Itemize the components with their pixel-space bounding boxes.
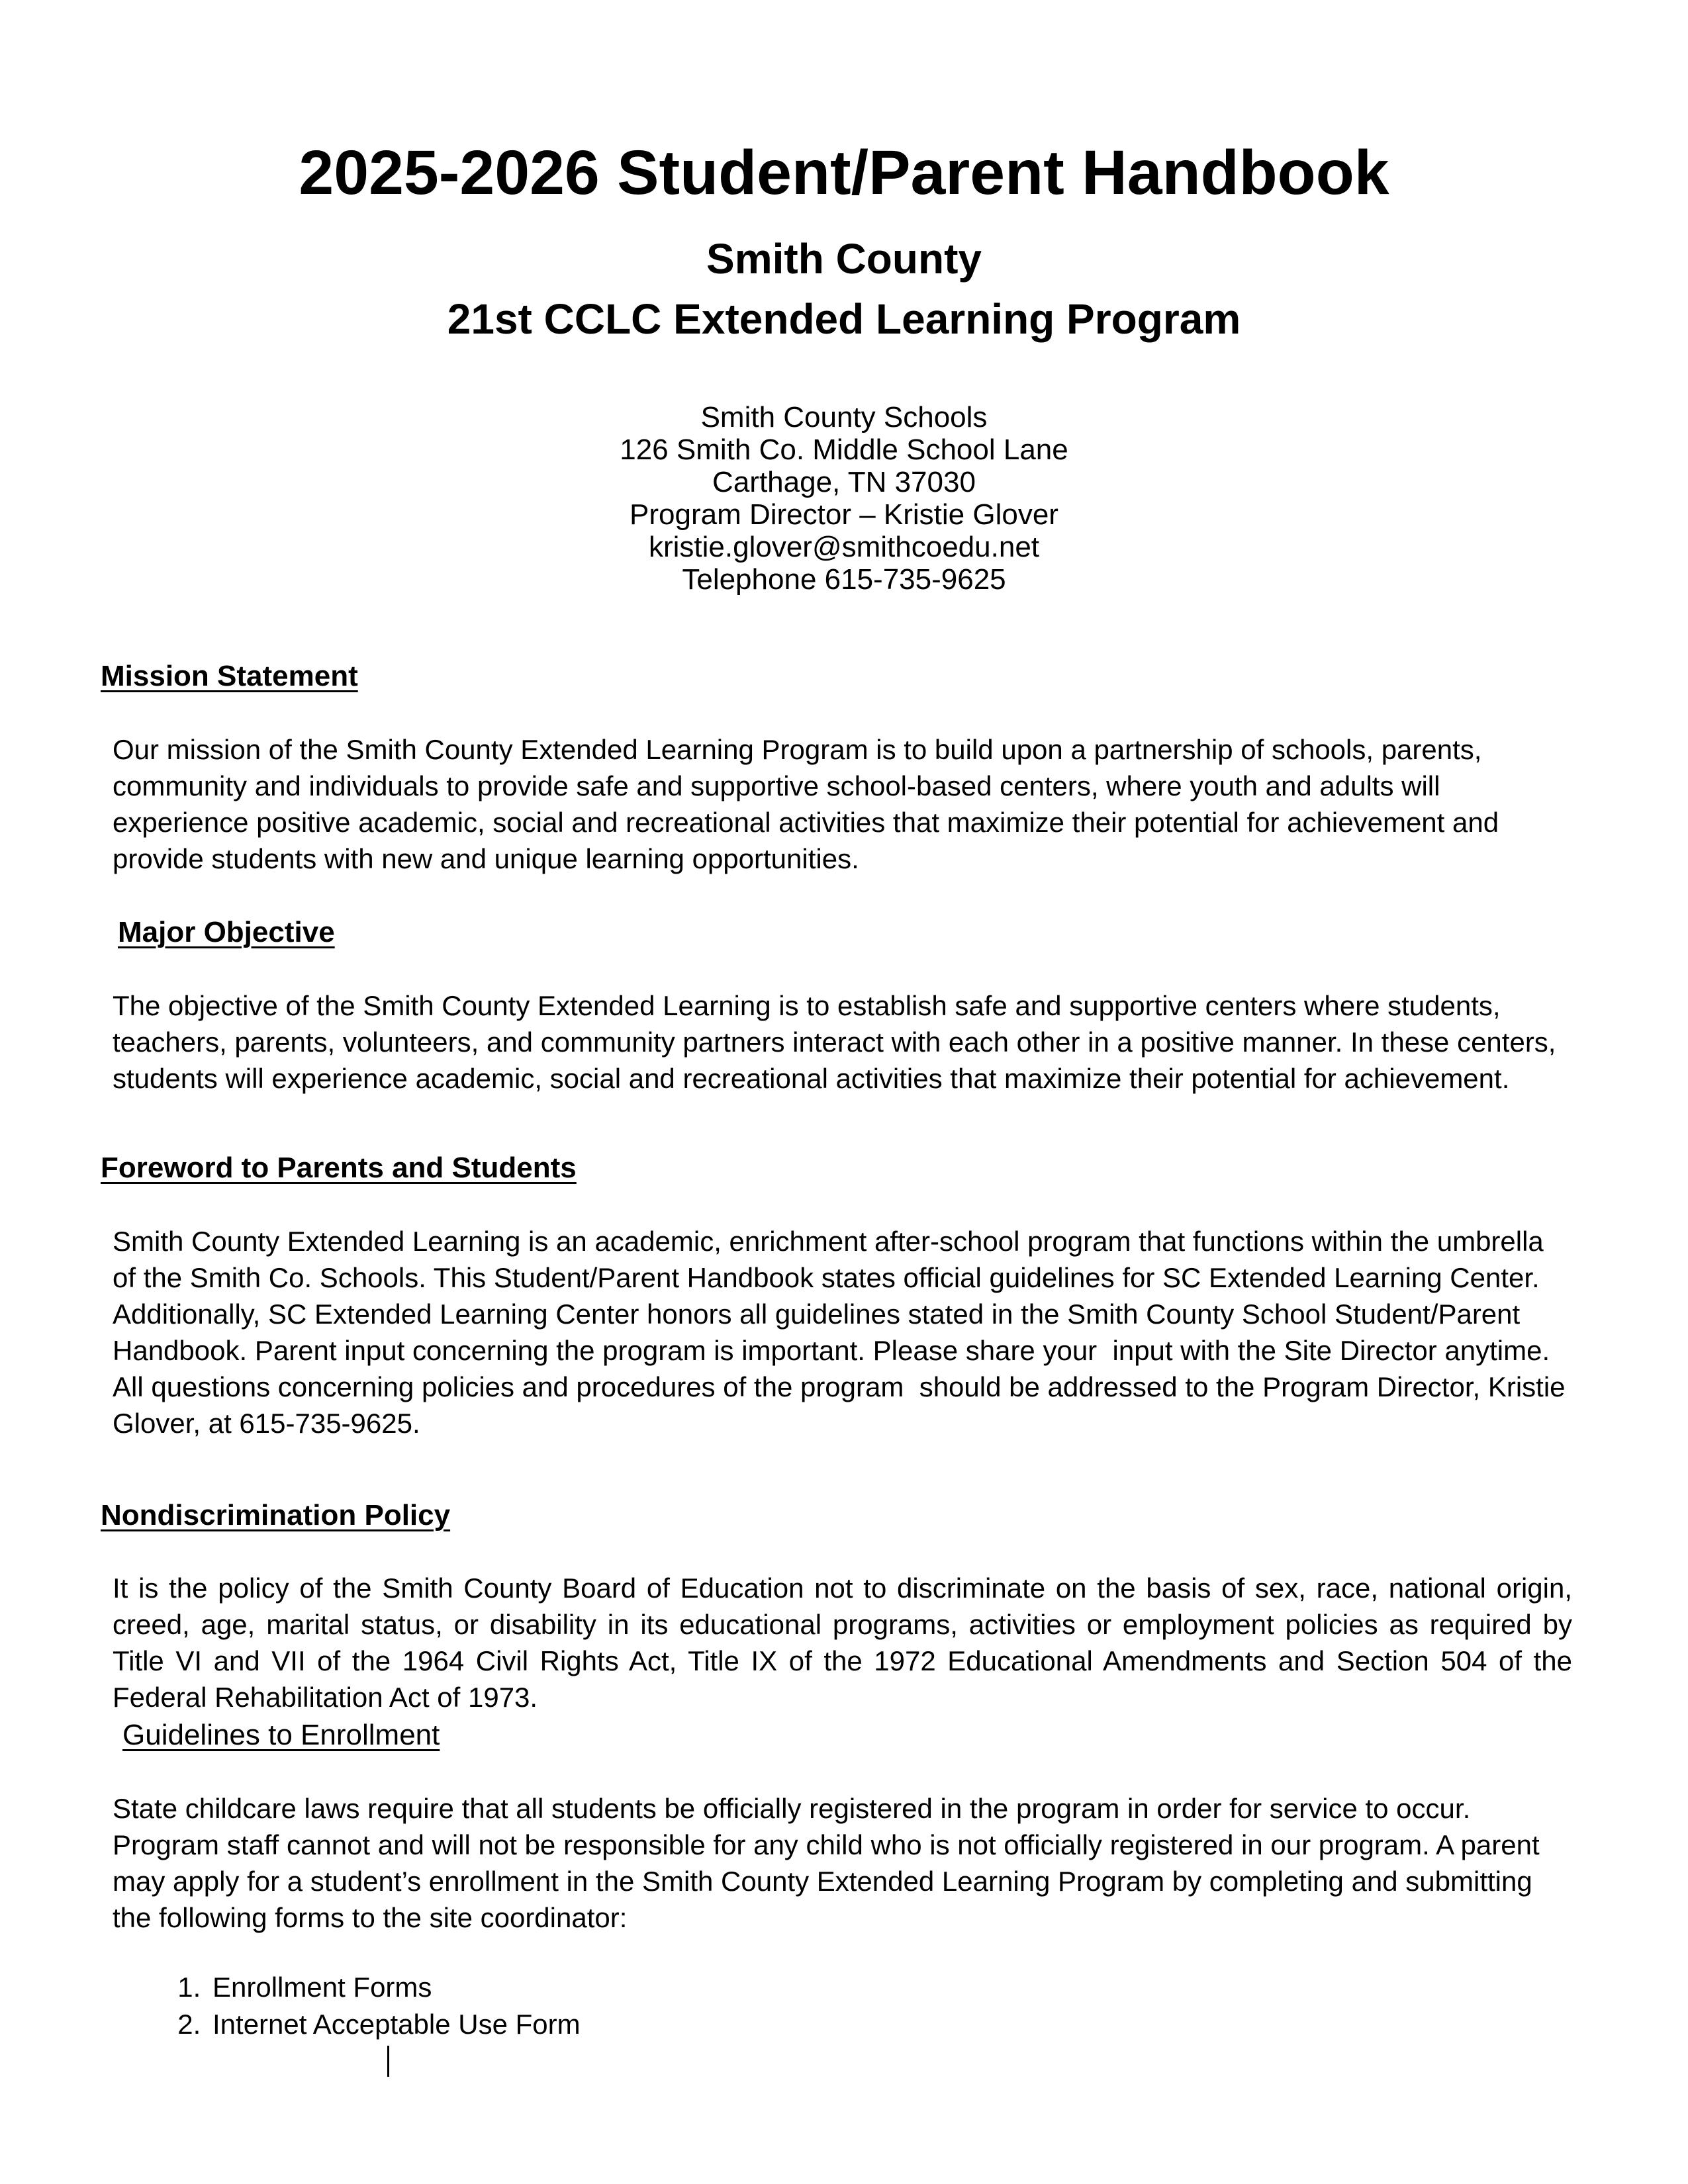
list-item-internet-use-form: 2. Internet Acceptable Use Form [209,2006,1572,2043]
section-guidelines-to-enrollment [0,1718,1688,2043]
heading-foreword: Foreword to Parents and Students [101,1151,577,1184]
page-title: 2025-2026 Student/Parent Handbook [299,138,1389,208]
paragraph-guidelines-to-enrollment: State childcare laws require that all students be officially registered in the program in order for service to occur. Program staff cannot and will not be responsible for any child who is not officially registered in our program. A parent may apply for a student’s enrollment in the Smith County Extended Learning Program by completing and submitting the following forms to the site coordinator: [113,1793,1548,1934]
heading-mission-statement: Mission Statement [101,660,358,693]
contact-block [0,401,1688,596]
section-foreword [0,1151,1688,1441]
enrollment-forms-list [113,1969,1572,2043]
contact-line-phone: Telephone 615-735-9625 [682,563,1006,596]
list-item-enrollment-forms: 1. Enrollment Forms [209,1969,1572,2006]
paragraph-major-objective: The objective of the Smith County Extended Learning is to establish safe and supportive centers where students, teachers, parents, volunteers, and community partners interact with each other in a positive manner. In these centers, students will experience academic, social and recreational activities that maximize their potential for achievement. [113,989,1564,1094]
contact-line-email: kristie.glover@smithcoedu.net [648,531,1040,564]
paragraph-nondiscrimination-policy: It is the policy of the Smith County Board of Education not to discriminate on the basis of sex, race, national origin, creed, age, marital status, or disability in its educational programs, activities or employment policies as required by Title VI and VII of the 1964 Civil Rights Act, Title IX of the 1972 Educational Amendments and Section 504 of the Federal Rehabilitation Act of 1973. [113,1572,1580,1713]
section-mission-statement [0,659,1688,877]
section-major-objective [0,915,1688,1097]
subtitle-program: 21st CCLC Extended Learning Program [447,295,1241,343]
contact-line-school: Smith County Schools [700,401,988,434]
paragraph-mission-statement: Our mission of the Smith County Extended Learning Program is to build upon a partnership of schools, parents, community and individuals to provide safe and supportive school-based centers, where youth and adults will experience positive academic, social and recreational activities that maximize their potential for achievement and provide students with new and unique learning opportunities. [113,733,1507,874]
subtitle-county: Smith County [706,234,982,283]
text-cursor [387,2046,389,2077]
paragraph-foreword: Smith County Extended Learning is an academic, enrichment after-school program that functions within the umbrella of the Smith Co. Schools. This Student/Parent Handbook states official guidelines for SC Extended Learning Center. Additionally, SC Extended Learning Center honors all guidelines stated in the Smith County School Student/Parent Handbook. Parent input concerning the program is important. Please share your input with the Site Director anytime. All questions concerning policies and procedures of the program should be addressed to the Program Director, Kristie Glover, at 615-735-9625. [113,1225,1573,1439]
heading-guidelines-to-enrollment: Guidelines to Enrollment [122,1719,440,1752]
heading-major-objective: Major Objective [118,915,335,948]
contact-line-address: 126 Smith Co. Middle School Lane [620,433,1068,467]
heading-nondiscrimination-policy: Nondiscrimination Policy [101,1498,451,1531]
contact-line-director: Program Director – Kristie Glover [630,498,1058,531]
section-nondiscrimination-policy [0,1498,1688,1716]
contact-line-city: Carthage, TN 37030 [712,466,976,499]
